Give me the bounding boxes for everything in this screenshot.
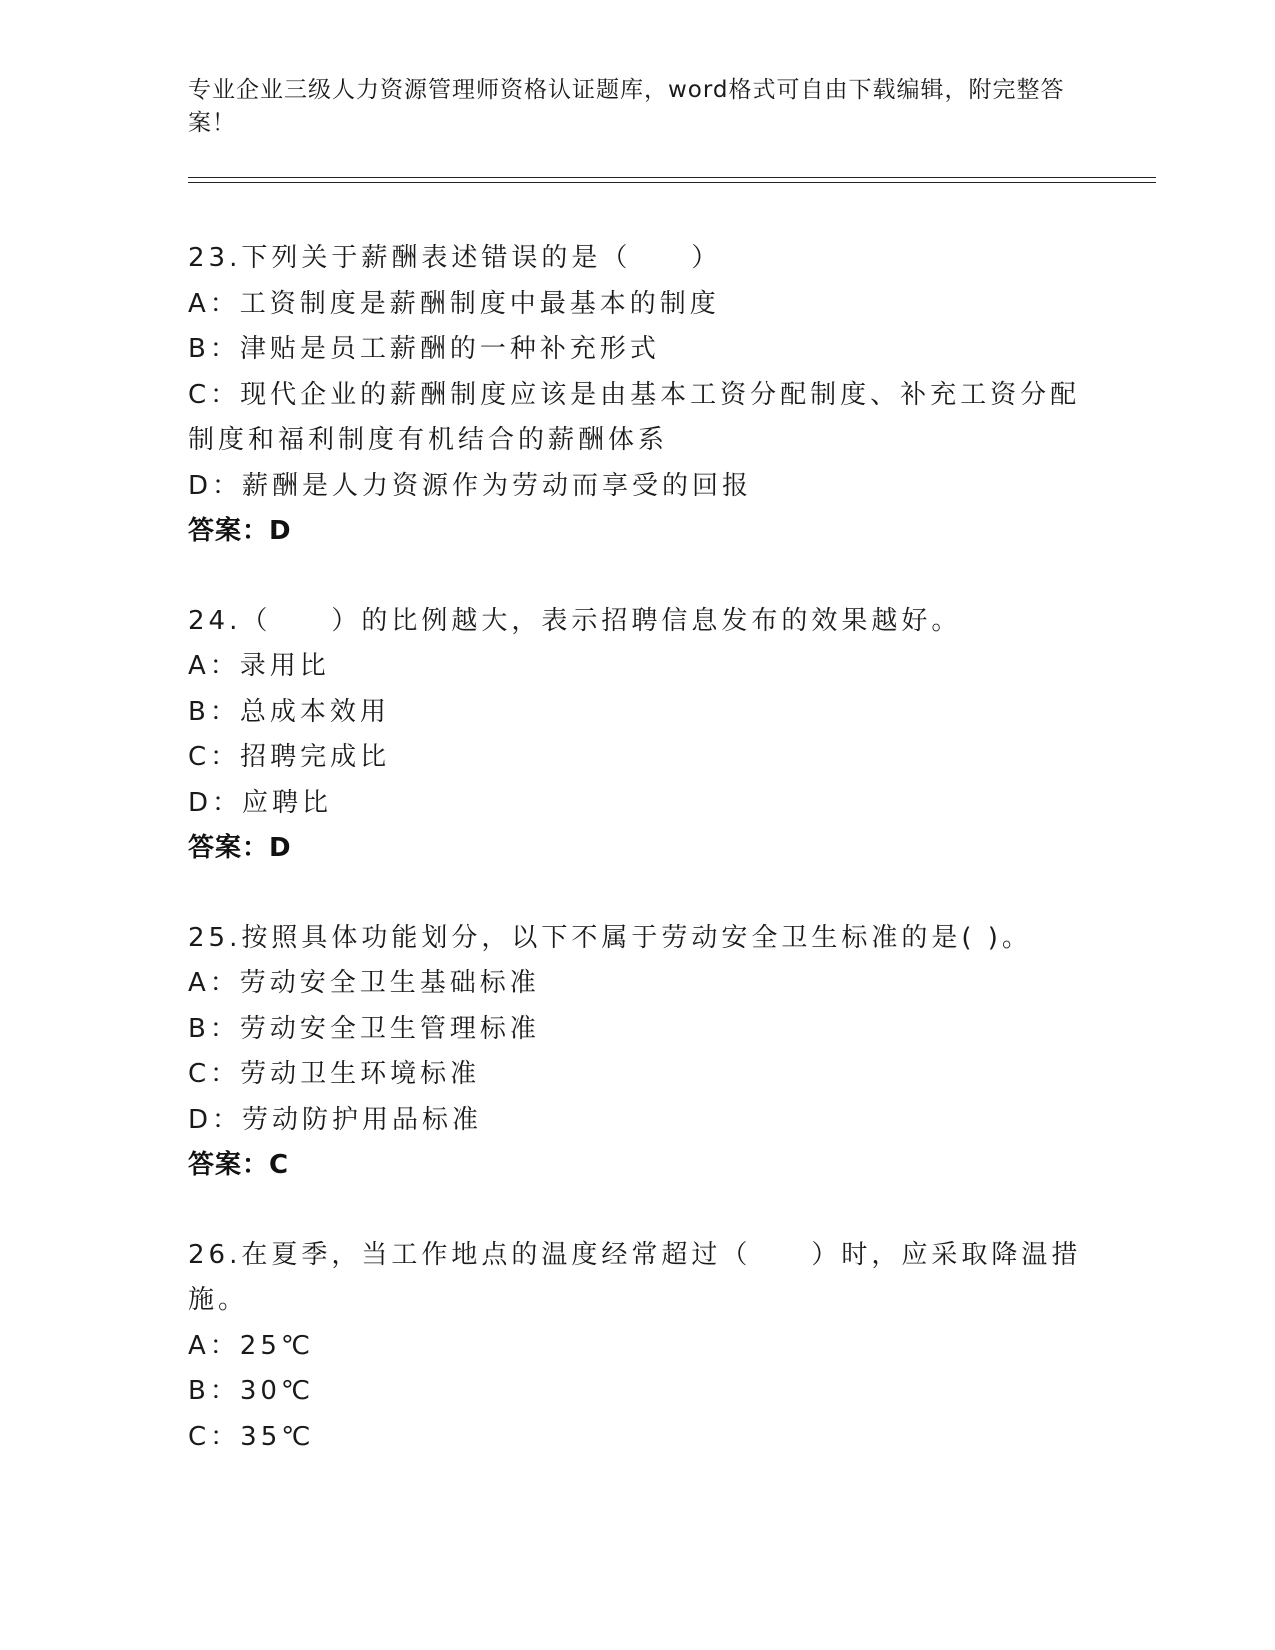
option-b: B：总成本效用 (188, 696, 390, 727)
question-23 (188, 236, 1088, 555)
option-d: D：劳动防护用品标准 (188, 1104, 483, 1135)
question-24 (188, 599, 1088, 872)
document-header: 专业企业三级人力资源管理师资格认证题库，word格式可自由下载编辑，附完整答案！ (188, 77, 1065, 136)
option-c: C：现代企业的薪酬制度应该是由基本工资分配制度、补充工资分配制度和福利制度有机结合的薪酬体系 (188, 379, 1081, 455)
option-a: A：劳动安全卫生基础标准 (188, 968, 540, 998)
option-d: D：薪酬是人力资源作为劳动而享受的回报 (188, 470, 753, 501)
answer-label: 答案：D (188, 833, 292, 863)
option-a: A：录用比 (188, 651, 330, 681)
option-c: C：35℃ (188, 1421, 315, 1452)
option-d: D：应聘比 (188, 787, 333, 818)
question-stem: 23.下列关于薪酬表述错误的是（ ） (188, 243, 722, 273)
option-c: C：劳动卫生环境标准 (188, 1059, 481, 1089)
question-stem: 24.（ ）的比例越大，表示招聘信息发布的效果越好。 (188, 605, 962, 636)
option-a: A：工资制度是薪酬制度中最基本的制度 (188, 288, 720, 319)
header-divider-bottom (188, 182, 1156, 183)
option-b: B：劳动安全卫生管理标准 (188, 1013, 540, 1044)
answer-label: 答案：C (188, 1150, 290, 1180)
option-a: A：25℃ (188, 1330, 315, 1361)
question-list (188, 236, 1088, 1504)
question-25 (188, 916, 1088, 1189)
option-b: B：30℃ (188, 1376, 315, 1406)
question-stem: 26.在夏季，当工作地点的温度经常超过（ ）时，应采取降温措施。 (188, 1239, 1082, 1315)
question-26 (188, 1233, 1088, 1461)
header-divider-top (188, 177, 1156, 178)
question-stem: 25.按照具体功能划分，以下不属于劳动安全卫生标准的是( )。 (188, 922, 1032, 953)
option-c: C：招聘完成比 (188, 742, 391, 772)
answer-label: 答案：D (188, 516, 292, 546)
option-b: B：津贴是员工薪酬的一种补充形式 (188, 334, 660, 364)
